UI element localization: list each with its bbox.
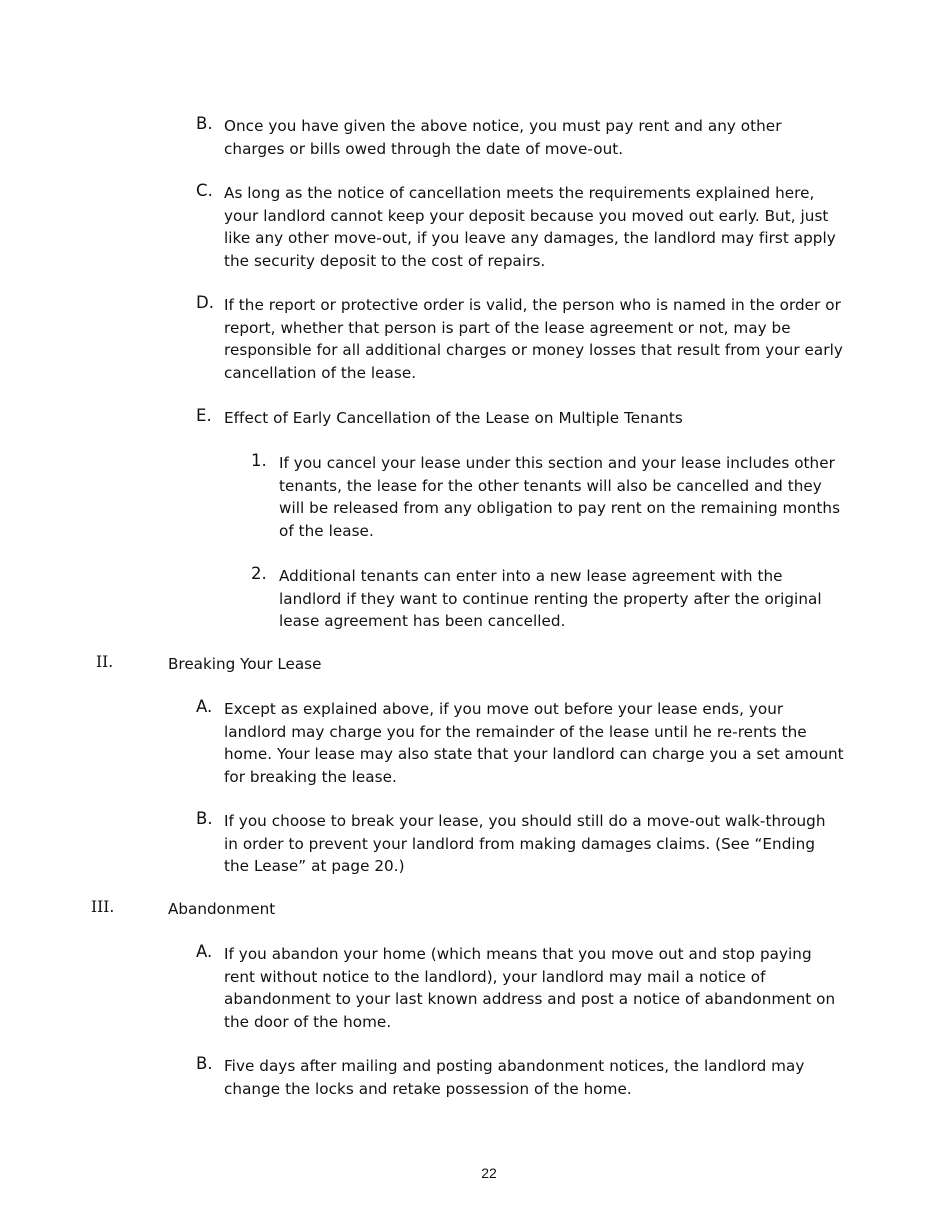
section-title: Abandonment <box>168 900 276 918</box>
list-item-a <box>196 943 846 1035</box>
list-item-a <box>196 698 846 790</box>
list-item-text: If you abandon your home (which means that you move out and stop paying rent without notice to the landlord), your landlord may mail a notice of abandonment to your last known address and post a notice of abandonment on the door of the home. <box>224 945 836 1031</box>
list-item-e <box>196 407 846 431</box>
list-item-c <box>196 182 846 274</box>
list-item-text: Once you have given the above notice, you must pay rent and any other charges or bills owed through the date of move-out. <box>224 117 782 158</box>
list-item-text: Effect of Early Cancellation of the Lease on Multiple Tenants <box>224 409 683 427</box>
sub-list-item-2 <box>251 565 851 635</box>
list-item-d <box>196 294 846 386</box>
list-marker: B. <box>196 1054 213 1073</box>
section-numeral: III. <box>91 898 115 916</box>
sub-list-item-1 <box>251 452 851 544</box>
list-marker: B. <box>196 809 213 828</box>
list-item-text: Except as explained above, if you move out before your lease ends, your landlord may charge you for the remainder of the lease until he re-rents the home. Your lease may also state that your landlord can charge you a set amount for breaking the lease. <box>224 700 844 786</box>
list-marker: B. <box>196 114 213 133</box>
list-marker: 1. <box>251 451 267 470</box>
list-marker: A. <box>196 697 213 716</box>
list-marker: D. <box>196 293 215 312</box>
list-item-b <box>196 810 846 880</box>
list-marker: A. <box>196 942 213 961</box>
section-numeral: II. <box>96 653 114 671</box>
list-item-text: If the report or protective order is valid, the person who is named in the order or report, whether that person is part of the lease agreement or not, may be responsible for all additional charges or money losses that result from your early cancellation of the lease. <box>224 296 843 382</box>
section-title: Breaking Your Lease <box>168 655 322 673</box>
list-item-text: If you cancel your lease under this section and your lease includes other tenants, the lease for the other tenants will also be cancelled and they will be released from any obligation to pay rent on the remaining months of the lease. <box>279 454 841 540</box>
list-item-text: Five days after mailing and posting abandonment notices, the landlord may change the locks and retake possession of the home. <box>224 1057 805 1098</box>
list-marker: C. <box>196 181 213 200</box>
list-marker: 2. <box>251 564 267 583</box>
list-item-b <box>196 1055 846 1101</box>
page-number: 22 <box>481 1165 497 1181</box>
list-item-text: If you choose to break your lease, you should still do a move-out walk-through in order to prevent your landlord from making damages claims. (See “Ending the Lease” at page 20.) <box>224 812 826 876</box>
list-item-b <box>196 115 846 161</box>
list-item-text: As long as the notice of cancellation meets the requirements explained here, your landlord cannot keep your deposit because you moved out early. But, just like any other move-out, if you leave any damages, the landlord may first apply the security deposit to the cost of repairs. <box>224 184 836 270</box>
list-item-text: Additional tenants can enter into a new lease agreement with the landlord if they want to continue renting the property after the original lease agreement has been cancelled. <box>279 567 822 631</box>
list-marker: E. <box>196 406 212 425</box>
